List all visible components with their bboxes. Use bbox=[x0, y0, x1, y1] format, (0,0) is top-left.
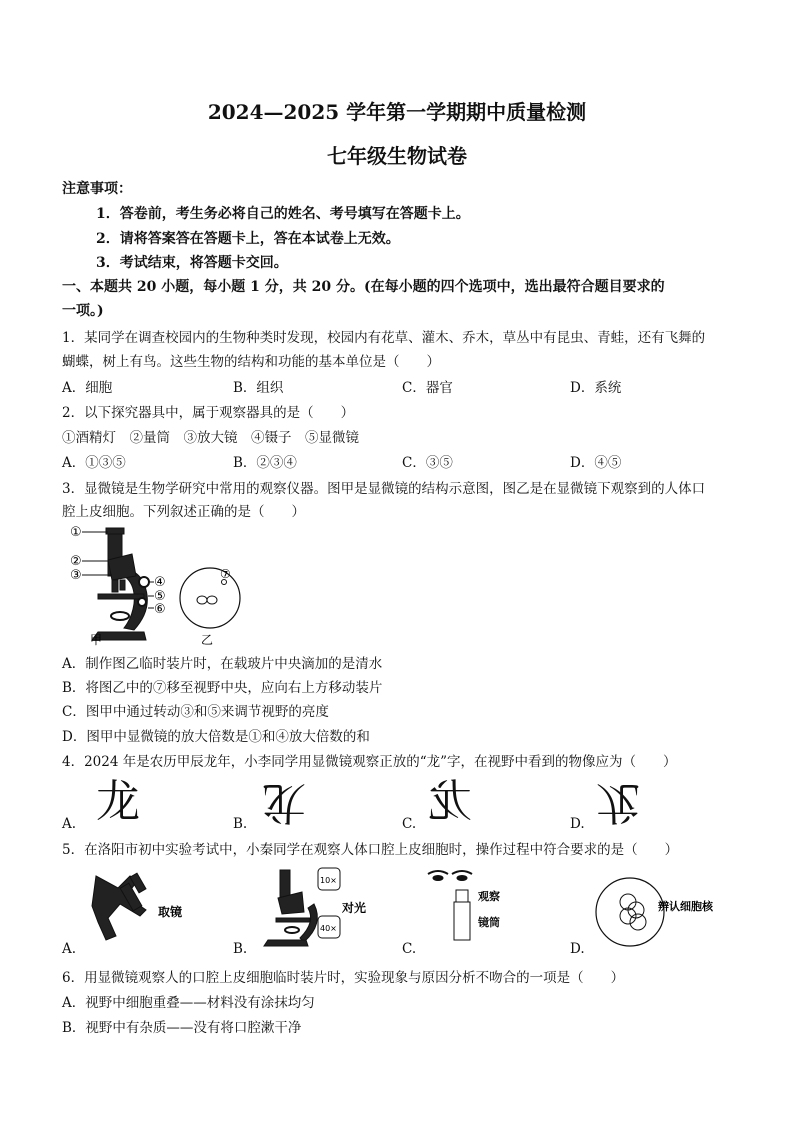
note-item: 1．答卷前，考生务必将自己的姓名、考号填写在答题卡上。 bbox=[96, 206, 470, 222]
notes-heading: 注意事项： bbox=[62, 181, 132, 197]
caption-a: 甲 bbox=[90, 633, 103, 647]
q2-stem: 2．以下探究器具中，属于观察器具的是（ ） bbox=[62, 405, 355, 421]
label-5: ⑤ bbox=[154, 589, 166, 604]
q1-stem: 1．某同学在调查校园内的生物种类时发现，校园内有花草、灌木、乔木，草丛中有昆虫、青蛙，还有飞舞的 bbox=[62, 330, 706, 346]
q1-option-d: D．系统 bbox=[570, 380, 622, 396]
q5-label-b: 对光 bbox=[342, 901, 367, 915]
q2-option-d: D．④⑤ bbox=[570, 455, 622, 471]
q4-option-b: B. bbox=[233, 816, 248, 832]
q5-figure-c bbox=[424, 864, 544, 948]
q6-stem: 6．用显微镜观察人的口腔上皮细胞临时装片时，实验现象与原因分析不吻合的一项是（ ） bbox=[62, 970, 625, 986]
q2-option-a: A．①③⑤ bbox=[62, 455, 126, 471]
microscope-drawing bbox=[92, 528, 149, 640]
q4-option-c: C. bbox=[402, 816, 417, 832]
q2-option-b: B．②③④ bbox=[233, 455, 297, 471]
q5-obj-2: 40× bbox=[320, 924, 337, 933]
q5-label-c-top: 观察 bbox=[478, 890, 500, 903]
q5-label-d: 辨认细胞核 bbox=[658, 900, 713, 913]
q6-option-b: B．视野中有杂质——没有将口腔漱干净 bbox=[62, 1020, 302, 1036]
cell-shape bbox=[207, 596, 217, 604]
q5-figure-d bbox=[590, 872, 730, 948]
label-2: ② bbox=[70, 554, 82, 569]
q3-option-c: C．图甲中通过转动③和⑤来调节视野的亮度 bbox=[62, 704, 329, 720]
q3-stem-cont: 腔上皮细胞。下列叙述正确的是（ ） bbox=[62, 504, 305, 520]
label-7: ⑦ bbox=[220, 567, 231, 581]
view-field bbox=[180, 568, 240, 628]
q1-stem-cont: 蝴蝶，树上有鸟。这些生物的结构和功能的基本单位是（ ） bbox=[62, 354, 440, 370]
q5-obj-1: 10× bbox=[320, 876, 337, 885]
q4-glyph-a: 龙 bbox=[96, 776, 140, 827]
caption-b: 乙 bbox=[201, 633, 214, 647]
q5-option-d: D. bbox=[570, 941, 585, 957]
q3-stem: 3．显微镜是生物学研究中常用的观察仪器。图甲是显微镜的结构示意图，图乙是在显微镜下观察到的人体口 bbox=[62, 481, 706, 497]
q5-figure-b bbox=[258, 864, 388, 948]
exam-title: 2024—2025 学年第一学期期中质量检测 bbox=[207, 100, 587, 124]
label-4: ④ bbox=[154, 575, 166, 590]
q3-option-b: B．将图乙中的⑦移至视野中央，应向右上方移动装片 bbox=[62, 680, 383, 696]
note-item: 3．考试结束，将答题卡交回。 bbox=[96, 255, 288, 271]
q5-option-c: C. bbox=[402, 941, 417, 957]
q1-option-b: B．组织 bbox=[233, 380, 284, 396]
label-3: ③ bbox=[70, 568, 82, 583]
q4-glyph-d: 龙 bbox=[596, 777, 640, 828]
q3-option-a: A．制作图乙临时装片时，在载玻片中央滴加的是清水 bbox=[62, 656, 383, 672]
q5-option-b: B. bbox=[233, 941, 248, 957]
label-6: ⑥ bbox=[154, 602, 166, 617]
q4-glyph-b: 龙 bbox=[262, 777, 306, 828]
q5-stem: 5．在洛阳市初中实验考试中，小秦同学在观察人体口腔上皮细胞时，操作过程中符合要求的是（ ） bbox=[62, 842, 679, 858]
q5-option-a: A. bbox=[62, 941, 77, 957]
label-1: ① bbox=[70, 525, 82, 540]
q4-option-a: A. bbox=[62, 816, 77, 832]
q6-option-a: A．视野中细胞重叠——材料没有涂抹均匀 bbox=[62, 995, 315, 1011]
q4-option-d: D. bbox=[570, 816, 585, 832]
q2-option-c: C．③⑤ bbox=[402, 455, 453, 471]
q1-option-c: C．器官 bbox=[402, 380, 453, 396]
q5-label-a: 取镜 bbox=[158, 905, 183, 919]
q5-figure-a bbox=[86, 866, 206, 946]
q4-stem: 4．2024 年是农历甲辰龙年，小李同学用显微镜观察正放的“龙”字，在视野中看到的物像应为（ ） bbox=[62, 754, 677, 770]
note-item: 2．请将答案答在答题卡上，答在本试卷上无效。 bbox=[96, 231, 400, 247]
section-instruction-cont: 一项。) bbox=[62, 303, 104, 319]
q5-label-c-side: 镜筒 bbox=[478, 916, 500, 929]
q3-figure bbox=[62, 520, 252, 648]
q4-glyph-c: 龙 bbox=[428, 776, 472, 827]
cell-shape bbox=[197, 596, 207, 604]
q2-items: ①酒精灯 ②量筒 ③放大镜 ④镊子 ⑤显微镜 bbox=[62, 430, 359, 446]
q3-option-d: D．图甲中显微镜的放大倍数是①和④放大倍数的和 bbox=[62, 729, 370, 745]
exam-subtitle: 七年级生物试卷 bbox=[327, 144, 467, 168]
q1-option-a: A．细胞 bbox=[62, 380, 113, 396]
section-instruction: 一、本题共 20 小题，每小题 1 分，共 20 分。(在每小题的四个选项中，选出最符合题目要求的 bbox=[62, 279, 665, 295]
